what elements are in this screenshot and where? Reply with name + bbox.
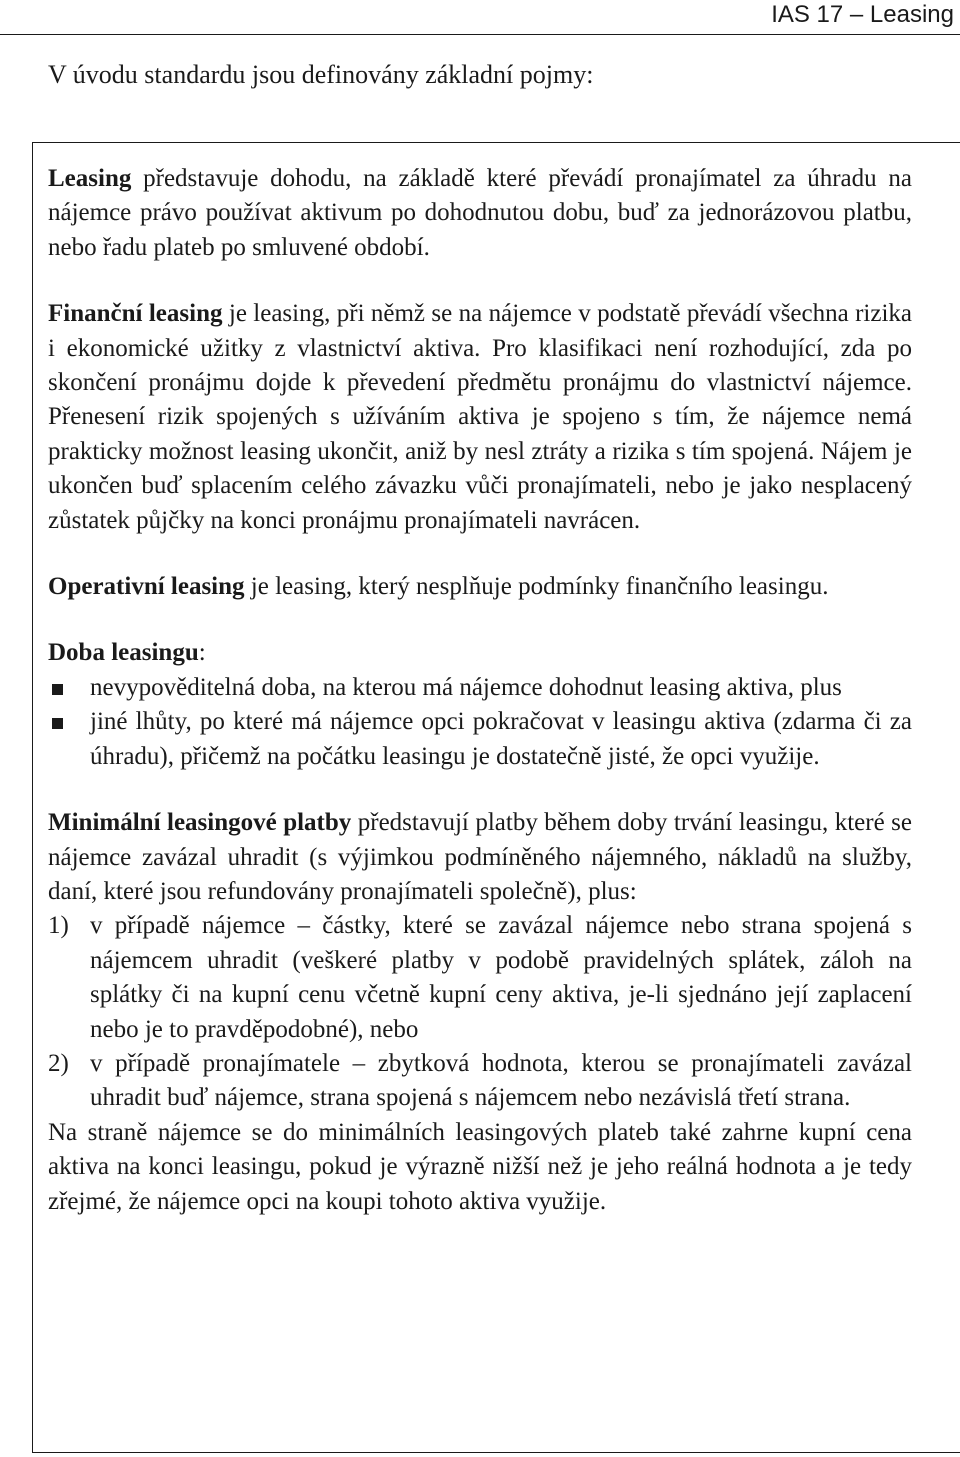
term-financni-leasing: Finanční leasing xyxy=(48,300,223,328)
header-rule xyxy=(0,34,960,35)
definition-leasing-text: představuje dohodu, na základě které převádí pronajímatel za úhradu na nájemce právo používat aktivum po dohodnutou dobu, buď za jednorázovou platbu, nebo řadu plateb po smluvené období. xyxy=(48,165,912,261)
term-leasing: Leasing xyxy=(48,165,132,192)
definition-operativni-leasing xyxy=(48,570,912,604)
list-item-text: nevypověditelná doba, na kterou má nájemce dohodnut leasing aktiva, plus xyxy=(90,673,842,701)
term-operativni-leasing: Operativní leasing xyxy=(48,573,245,601)
intro-text: V úvodu standardu jsou definovány základní pojmy: xyxy=(48,60,594,89)
list-item xyxy=(48,909,912,1047)
list-number: 1) xyxy=(48,912,69,940)
definition-operativni-text: je leasing, který nesplňuje podmínky finančního leasingu. xyxy=(244,573,829,601)
definition-minimalni-platby xyxy=(48,806,912,909)
list-number: 2) xyxy=(48,1049,69,1077)
list-item-text: v případě pronajímatele – zbytková hodnota, kterou se pronajímateli zavázal uhradit buď nájemce, strana spojená s nájemcem nebo nezávislá třetí strana. xyxy=(90,1049,912,1112)
term-doba-colon: : xyxy=(198,639,206,667)
definition-financni-text: je leasing, při němž se na nájemce v podstatě převádí všechna rizika i ekonomické užitky z vlastnictví aktiva. Pro klasifikaci není rozhodující, zda po skončení pronájmu dojde k převedení předmětu pronájmu do vlastnictví nájemce. Přenesení rizik spojených s užíváním aktiva je spojeno s tím, že nájemce nemá prakticky možnost leasing ukončit, aniž by nesl ztráty a rizika s tím spojená. Nájem je ukončen buď splacením celého závazku vůči pronajímateli, nebo je jako nesplacený zůstatek půjčky na konci pronájmu pronajímateli navrácen. xyxy=(48,300,913,534)
list-item xyxy=(48,671,912,705)
term-doba-leasingu: Doba leasingu xyxy=(48,639,199,667)
minimalni-platby-list xyxy=(48,909,912,1115)
list-item xyxy=(48,705,912,774)
page-header-title: IAS 17 – Leasing xyxy=(771,1,954,28)
doba-leasingu-list xyxy=(48,671,912,774)
minimalni-closing-paragraph: Na straně nájemce se do minimálních leasingových plateb také zahrne kupní cena aktiva na konci leasingu, pokud je výrazně nižší než je jeho reálná hodnota a je tedy zřejmé, že nájemce opci na koupi tohoto aktiva využije. xyxy=(48,1118,912,1215)
square-bullet-icon xyxy=(52,718,63,729)
definitions-content xyxy=(48,162,912,1219)
definition-financni-leasing xyxy=(48,297,912,538)
square-bullet-icon xyxy=(52,684,63,695)
definition-leasing xyxy=(48,162,912,265)
definition-doba-leasingu xyxy=(48,636,912,670)
term-minimalni-platby: Minimální leasingové platby xyxy=(48,809,352,837)
definition-minimalni-text: představují platby během doby trvání leasingu, které se nájemce zavázal uhradit (s výjimkou podmíněného nájemného, nákladů na služby, daní, které jsou refundovány pronajímateli společně), plus: xyxy=(48,809,913,905)
list-item-text: jiné lhůty, po které má nájemce opci pokračovat v leasingu aktiva (zdarma či za úhradu), přičemž na počátku leasingu je dostatečně jisté, že opci využije. xyxy=(90,708,912,770)
list-item xyxy=(48,1047,912,1116)
list-item-text: v případě nájemce – částky, které se zavázal nájemce nebo strana spojená s nájemcem uhradit (veškeré platby v podobě pravidelných splátek, záloh na splátky či na kupní cenu včetně kupní ceny aktiva, je-li sjednáno její zaplacení nebo je to pravděpodobné), nebo xyxy=(90,912,912,1043)
